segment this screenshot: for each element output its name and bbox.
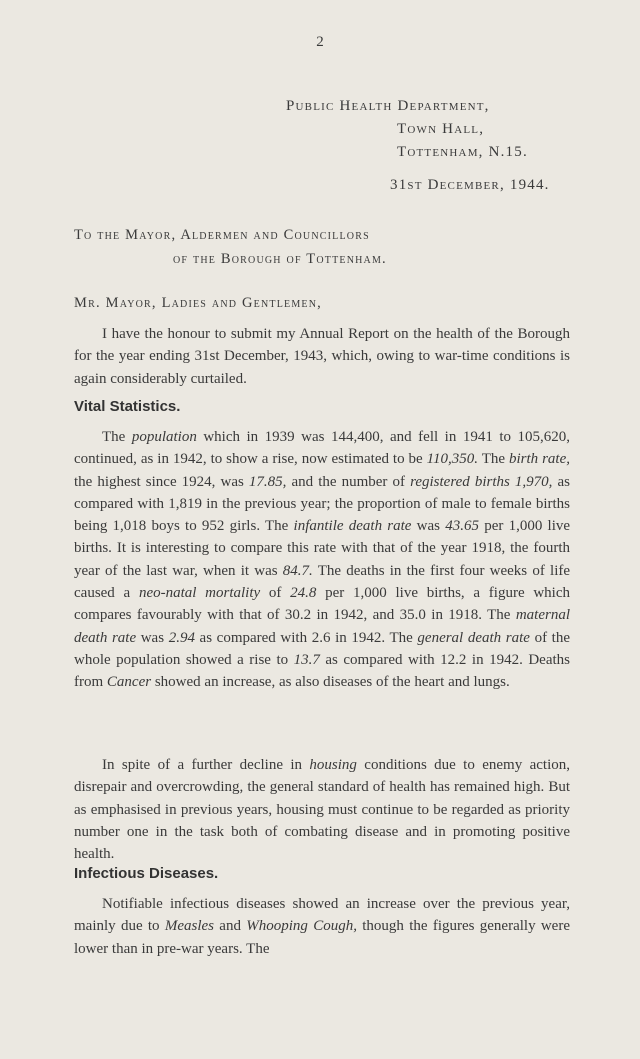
vital-statistics-paragraph-2: In spite of a further decline in housing conditions due to enemy action, disrepair and overcrowding, the general standard of health has remained high. But as emphasised in previous years, housing must continue to be regarded as priority number one in the task both of combating disease and in promoting positive health.	[74, 757, 570, 863]
page-number: 2	[316, 34, 324, 50]
intro-paragraph: I have the honour to submit my Annual Report on the health of the Borough for the year ending 31st December, 1943, which, owing to war-time conditions is again considerably curtailed.	[74, 326, 570, 387]
vital-statistics-paragraph-1: The population which in 1939 was 144,400, and fell in 1941 to 105,620, continued, as in 1942, to show a rise, now estimated to be 110,350. The birth rate, the highest since 1924, was 17.85, and the number of registered births 1,970, as compared with 1,819 in the previous year; the proportion of male to female births being 1,018 boys to 952 girls. The infantile death rate was 43.65 per 1,000 live births. It is interesting to compare this rate with that of the year 1918, the fourth year of the last war, when it was 84.7. The deaths in the first four weeks of life caused a neo-natal mortality of 24.8 per 1,000 live births, a figure which compares favourably with that of 30.2 in 1942, and 35.0 in 1918. The maternal death rate was 2.94 as compared with 2.6 in 1942. The general death rate of the whole population showed a rise to 13.7 as compared with 12.2 in 1942. Deaths from Cancer showed an increase, as also diseases of the heart and lungs.	[74, 429, 571, 691]
section-heading-infectious-diseases: Infectious Diseases.	[74, 865, 219, 882]
addressee-line-1: To the Mayor, Aldermen and Councillors	[74, 227, 370, 243]
salutation: Mr. Mayor, Ladies and Gentlemen,	[74, 295, 322, 311]
addressee-line-2: of the Borough of Tottenham.	[173, 251, 387, 267]
infectious-diseases-paragraph: Notifiable infectious diseases showed an increase over the previous year, mainly due to Measles and Whooping Cough, though the figures generally were lower than in pre-war years. The	[74, 896, 570, 957]
report-date: 31st December, 1944.	[390, 177, 550, 193]
address-line-town-hall: Town Hall,	[397, 121, 485, 137]
section-heading-vital-statistics: Vital Statistics.	[74, 398, 181, 415]
address-line-district: Tottenham, N.15.	[397, 144, 528, 160]
address-line-department: Public Health Department,	[286, 98, 490, 114]
